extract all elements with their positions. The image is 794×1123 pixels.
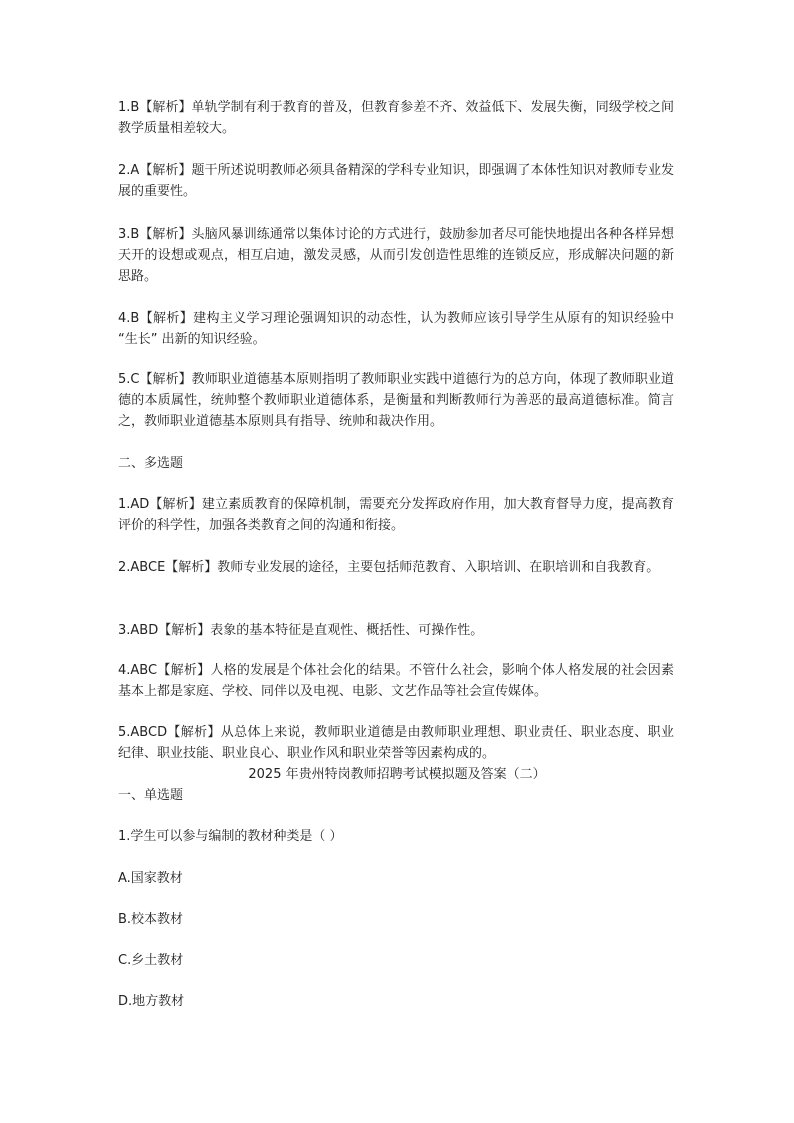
section-heading-multi-choice: 二、多选题 <box>118 456 184 471</box>
answer-multi-1: 1.AD【解析】建立素质教育的保障机制，需要充分发挥政府作用，加大教育督导力度，提高教育评价的科学性，加强各类教育之间的沟通和衔接。 <box>118 497 674 533</box>
answer-single-4: 4.B【解析】建构主义学习理论强调知识的动态性，认为教师应该引导学生从原有的知识经验中 “生长” 出新的知识经验。 <box>118 311 674 347</box>
exam-title: 2025 年贵州特岗教师招聘考试模拟题及答案（二） <box>248 767 546 782</box>
answer-single-2: 2.A【解析】题干所述说明教师必须具备精深的学科专业知识，即强调了本体性知识对教师专业发展的重要性。 <box>118 163 674 199</box>
answer-single-3: 3.B【解析】头脑风暴训练通常以集体讨论的方式进行，鼓励参加者尽可能快地提出各种各样异想天开的设想或观点，相互启迪，激发灵感，从而引发创造性思维的连锁反应，形成解决问题的新思路。 <box>118 227 674 284</box>
option-a: A.国家教材 <box>118 871 183 886</box>
option-b: B.校本教材 <box>118 912 184 927</box>
answer-multi-4: 4.ABC【解析】人格的发展是个体社会化的结果。不管什么社会，影响个体人格发展的社会因素基本上都是家庭、学校、同伴以及电视、电影、文艺作品等社会宣传媒体。 <box>118 663 674 699</box>
option-d: D.地方教材 <box>118 994 185 1009</box>
answer-multi-3: 3.ABD【解析】表象的基本特征是直观性、概括性、可操作性。 <box>118 623 484 638</box>
answer-single-5: 5.C【解析】教师职业道德基本原则指明了教师职业实践中道德行为的总方向，体现了教师职业道德的本质属性，统帅整个教师职业道德体系，是衡量和判断教师行为善恶的最高道德标准。简言之，教师职业道德基本原则具有指导、统帅和裁决作用。 <box>118 372 674 429</box>
question-stem: 1.学生可以参与编制的教材种类是（ ） <box>118 829 343 844</box>
option-c: C.乡土教材 <box>118 953 184 968</box>
answer-multi-2: 2.ABCE【解析】教师专业发展的途径，主要包括师范教育、入职培训、在职培训和自我教育。 <box>118 560 660 575</box>
answer-multi-5: 5.ABCD【解析】从总体上来说，教师职业道德是由教师职业理想、职业责任、职业态度、职业纪律、职业技能、职业良心、职业作风和职业荣誉等因素构成的。 <box>118 725 674 761</box>
answer-single-1: 1.B【解析】单轨学制有利于教育的普及，但教育参差不齐、效益低下、发展失衡，同级学校之间教学质量相差较大。 <box>118 100 674 136</box>
section-heading-single-choice: 一、单选题 <box>118 788 184 803</box>
